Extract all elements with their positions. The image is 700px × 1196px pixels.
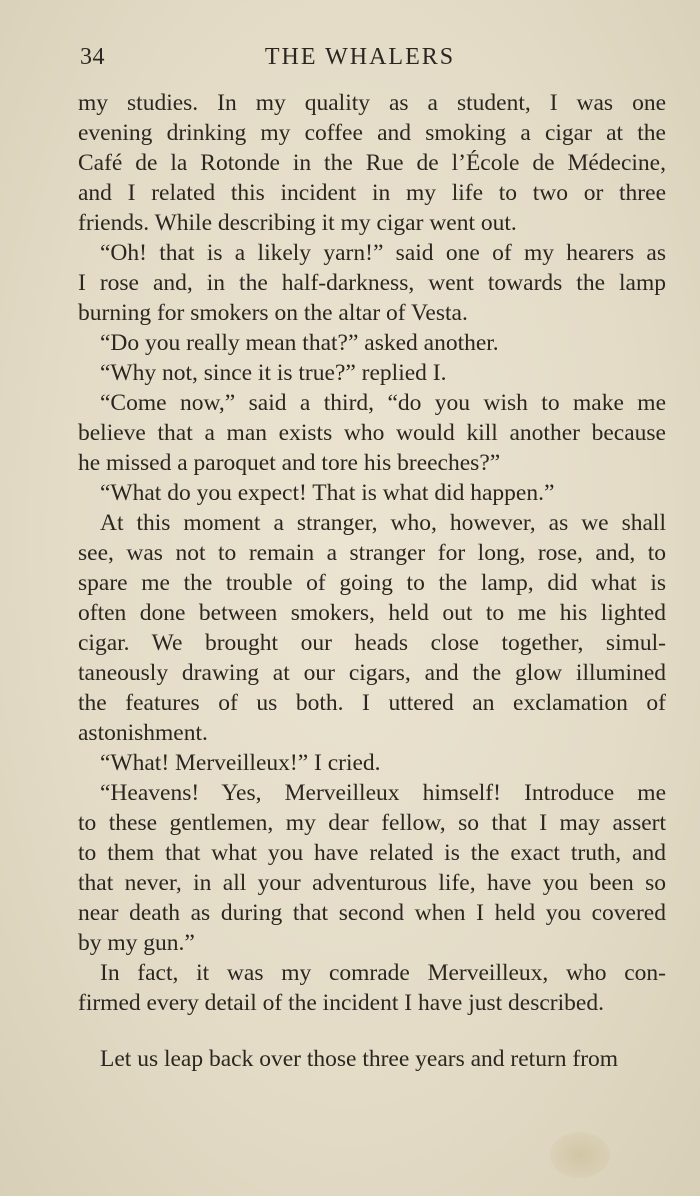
section-gap [78, 1018, 666, 1044]
text-line: to them that what you have related is the exact truth, and [78, 840, 666, 866]
text-line: taneously drawing at our cigars, and the glow illumined [78, 660, 666, 686]
body-text [78, 88, 666, 1074]
text-line: often done between smokers, held out to me his lighted [78, 600, 666, 626]
text-line: Café de la Rotonde in the Rue de l’École de Médecine, [78, 150, 666, 176]
text-line: Let us leap back over those three years and return from [100, 1046, 619, 1072]
text-line: “Oh! that is a likely yarn!” said one of my hearers as [100, 240, 666, 266]
text-line: that never, in all your adventurous life, have you been so [78, 870, 666, 896]
text-line: “What! Merveilleux!” I cried. [100, 750, 381, 776]
page-number: 34 [80, 44, 105, 70]
text-line: cigar. We brought our heads close together, simul- [78, 630, 666, 656]
text-line: near death as during that second when I held you covered [78, 900, 666, 926]
page-header [80, 44, 666, 78]
text-line: “Heavens! Yes, Merveilleux himself! Introduce me [100, 780, 666, 806]
text-line: burning for smokers on the altar of Vesta. [78, 300, 468, 326]
paragraph [78, 238, 666, 328]
paragraph [78, 508, 666, 748]
text-line: At this moment a stranger, who, however, as we shall [100, 510, 666, 536]
paragraph [78, 328, 666, 358]
text-line: and I related this incident in my life to two or three [78, 180, 666, 206]
text-line: “What do you expect! That is what did happen.” [100, 480, 555, 506]
text-line: spare me the trouble of going to the lamp, did what is [78, 570, 666, 596]
text-line: the features of us both. I uttered an exclamation of [78, 690, 666, 716]
text-line: my studies. In my quality as a student, I was one [78, 90, 666, 116]
text-line: firmed every detail of the incident I have just described. [78, 990, 604, 1016]
paragraph [78, 388, 666, 478]
paragraph [78, 1044, 666, 1074]
text-line: “Do you really mean that?” asked another. [100, 330, 499, 356]
paragraph [78, 958, 666, 1018]
text-line: believe that a man exists who would kill another because [78, 420, 666, 446]
paper-stain [550, 1132, 610, 1178]
text-line: “Come now,” said a third, “do you wish to make me [100, 390, 666, 416]
paragraph [78, 88, 666, 238]
text-line: to these gentlemen, my dear fellow, so that I may assert [78, 810, 666, 836]
paragraph [78, 748, 666, 778]
text-line: In fact, it was my comrade Merveilleux, who con- [100, 960, 666, 986]
paragraph [78, 778, 666, 958]
text-line: see, was not to remain a stranger for long, rose, and, to [78, 540, 666, 566]
paragraph [78, 478, 666, 508]
text-line: evening drinking my coffee and smoking a cigar at the [78, 120, 666, 146]
text-line: friends. While describing it my cigar went out. [78, 210, 517, 236]
running-head: THE WHALERS [264, 44, 456, 70]
paragraph [78, 358, 666, 388]
text-line: I rose and, in the half-darkness, went towards the lamp [78, 270, 666, 296]
text-line: “Why not, since it is true?” replied I. [100, 360, 447, 386]
text-line: he missed a paroquet and tore his breeches?” [78, 450, 501, 476]
text-line: astonishment. [78, 720, 208, 746]
text-line: by my gun.” [78, 930, 195, 956]
